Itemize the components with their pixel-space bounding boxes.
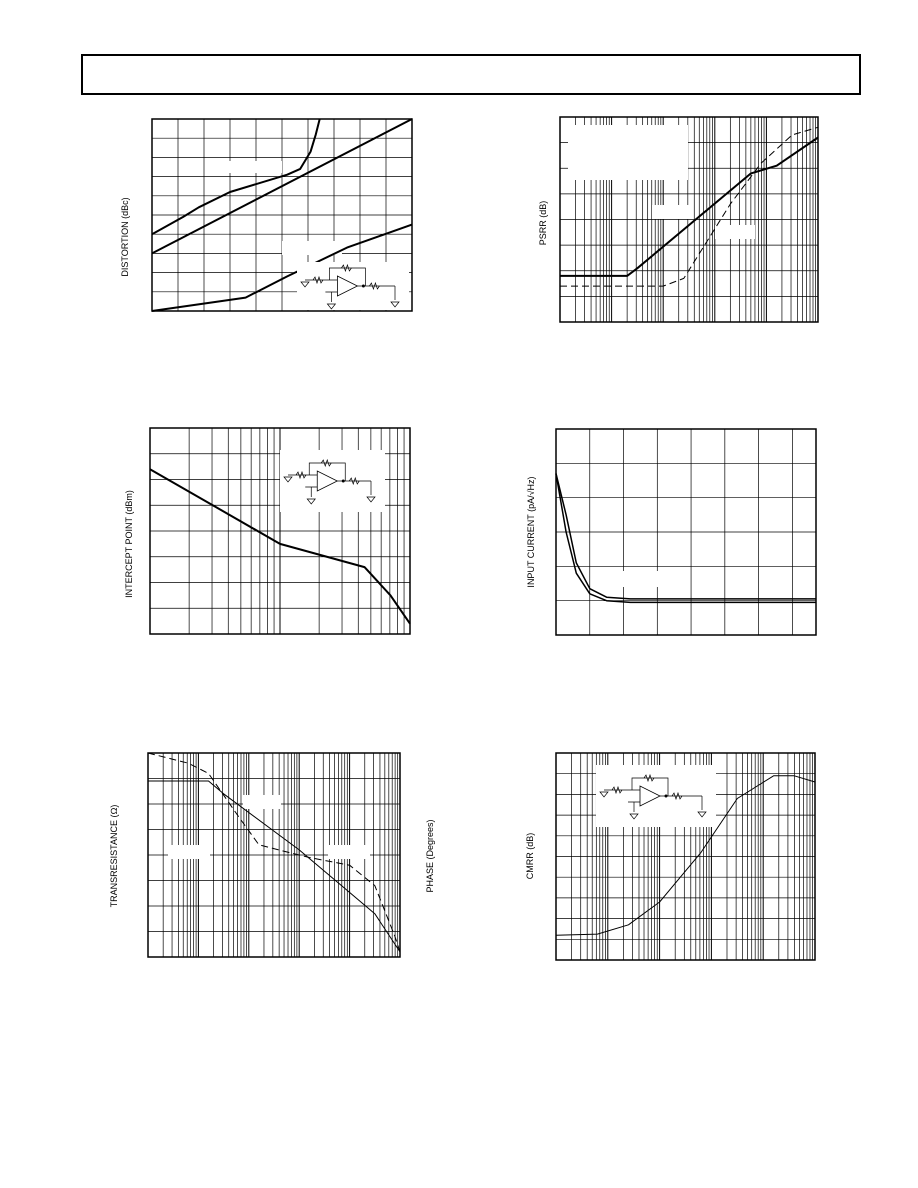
annotation-area [328,845,370,859]
op-amp-schematic-icon [280,450,385,512]
chart-1-distortion [152,119,412,311]
chart-6-y-axis-label: CMRR (dB) [525,832,535,880]
chart-4-input-current [556,429,816,635]
chart-5-y-axis-label: TRANSRESISTANCE (Ω) [109,804,119,908]
chart-4-y-axis-label: INPUT CURRENT (pA/√Hz) [526,476,536,588]
chart-6-cmrr [556,753,815,960]
chart-2-psrr [560,117,818,322]
annotation-area [222,161,282,173]
annotation-area [282,241,342,255]
op-amp-schematic-icon [596,765,716,827]
annotation-area [616,571,686,587]
chart-1-y-axis-label: DISTORTION (dBc) [120,197,130,277]
chart-3-y-axis-label: INTERCEPT POINT (dBm) [124,490,134,598]
op-amp-schematic-icon [297,262,409,310]
annotation-area [715,225,755,239]
chart-2-y-axis-label: PSRR (dB) [538,200,548,246]
annotation-area [243,795,281,809]
chart-3-intercept-point [150,428,410,634]
chart-4-grid [556,429,816,635]
chart-5-transresistance-phase [148,753,400,957]
annotation-area [168,845,210,859]
page-header-box [81,54,861,95]
chart-5-secondary-y-axis-label: PHASE (Degrees) [425,819,435,893]
annotation-area [652,205,692,219]
annotation-area [568,125,688,180]
